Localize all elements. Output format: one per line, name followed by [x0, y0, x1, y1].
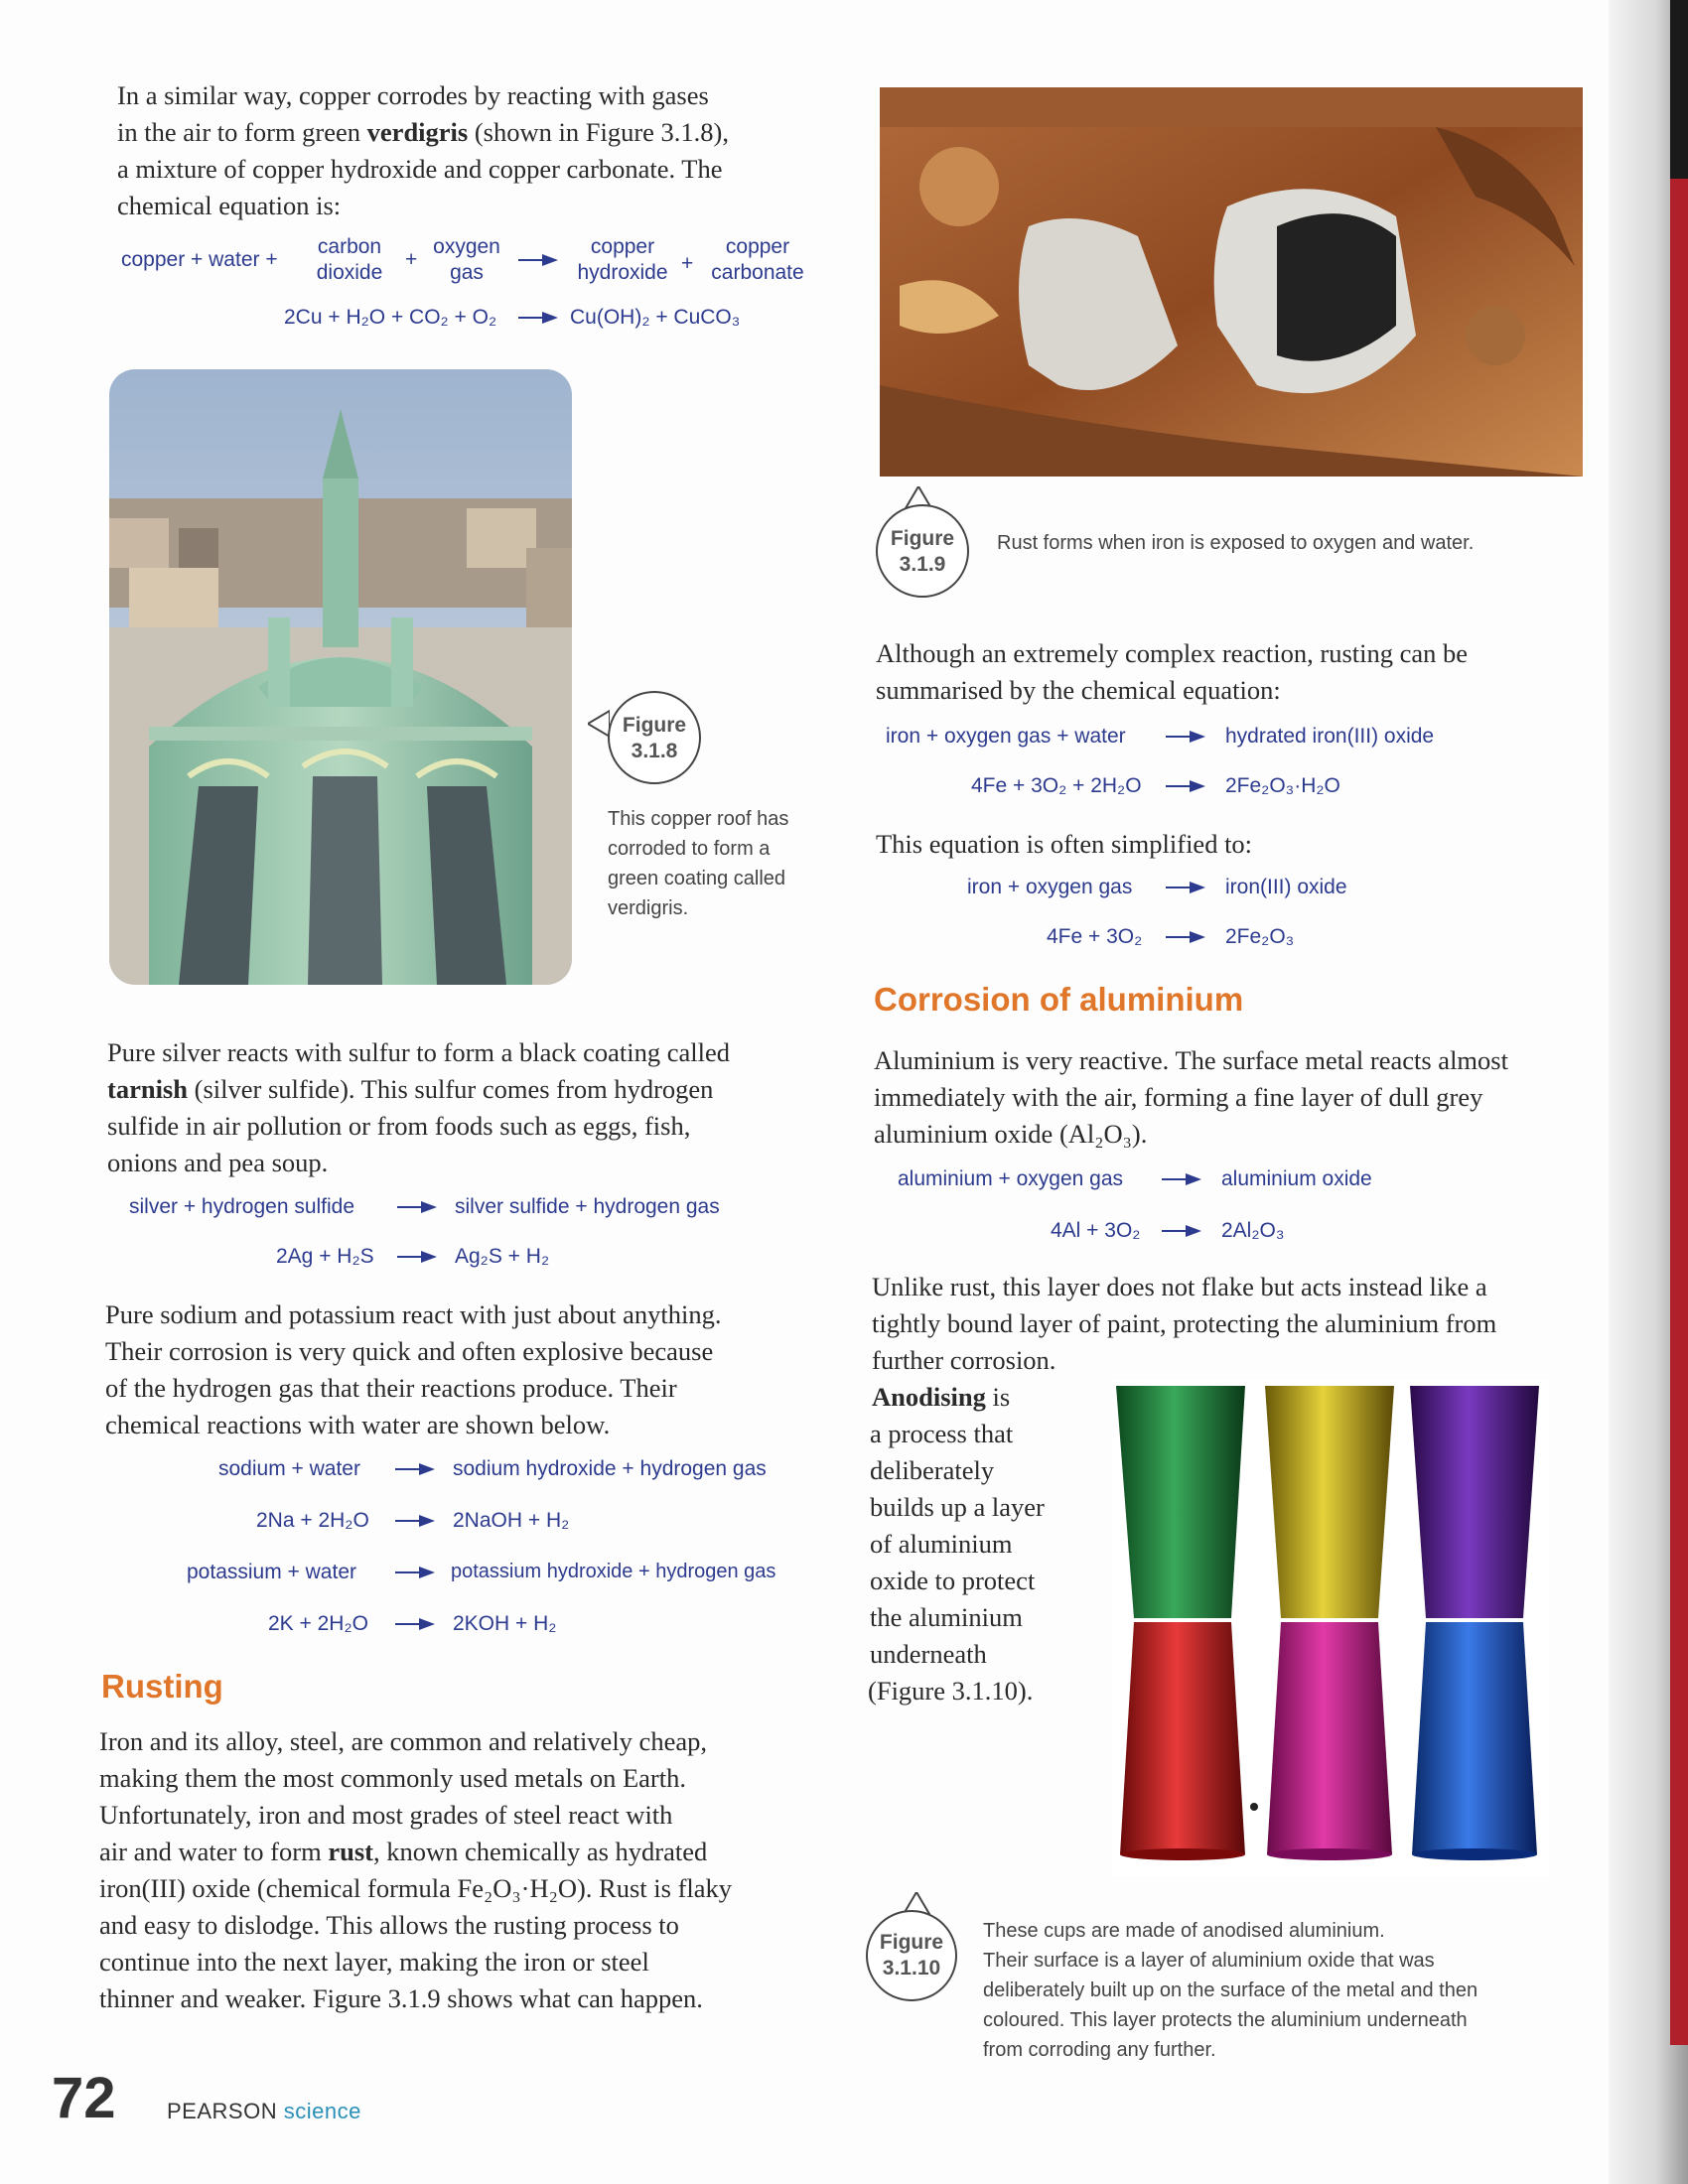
figure-caption: Rust forms when iron is exposed to oxygen and water. [997, 532, 1475, 554]
anodising-line: deliberately [870, 1455, 995, 1485]
eq-lhs: potassium + water [187, 1561, 356, 1583]
anodising-line: a process that [870, 1419, 1014, 1448]
anodised-cups-image [1112, 1380, 1549, 1876]
rust-line: Although an extremely complex reaction, rusting can be [876, 638, 1469, 668]
reaction-arrow-icon [1162, 1225, 1201, 1237]
eq-rhs: potassium hydroxide + hydrogen gas [451, 1561, 776, 1582]
eq-term: copper hydroxide [577, 235, 668, 284]
silver-line: sulfide in air pollution or from foods such as eggs, fish, [107, 1111, 691, 1141]
rusting-line: air and water to form rust, known chemically as hydrated [99, 1837, 708, 1866]
rust-photo [880, 87, 1583, 477]
rust-line: summarised by the chemical equation: [876, 675, 1281, 705]
rusting-line: Iron and its alloy, steel, are common and relatively cheap, [99, 1726, 707, 1756]
eq-rhs: hydrated iron(III) oxide [1225, 725, 1435, 748]
caption-line: Their surface is a layer of aluminium oxide that was [983, 1950, 1435, 1972]
anodising-line: oxide to protect [870, 1566, 1036, 1595]
page-edge-dark [1670, 0, 1688, 179]
intro-line: chemical equation is: [117, 191, 342, 220]
term-rust: rust [328, 1837, 373, 1866]
anodising-line: the aluminium [870, 1602, 1023, 1632]
reaction-arrow-icon [395, 1515, 435, 1527]
reaction-arrow-icon [1166, 882, 1205, 893]
rusted-iron-image [880, 87, 1583, 477]
page-edge-red [1670, 179, 1688, 2045]
eq-rhs: silver sulfide + hydrogen gas [455, 1195, 720, 1218]
eq-lhs: silver + hydrogen sulfide [129, 1195, 355, 1218]
reaction-arrow-icon [395, 1618, 435, 1630]
anodising-line: (Figure 3.1.10). [868, 1676, 1034, 1706]
intro-line: a mixture of copper hydroxide and copper carbonate. The [117, 154, 723, 184]
rusting-line: iron(III) oxide (chemical formula Fe₂O₃·H₂O). Rust is flaky [99, 1873, 733, 1903]
reaction-arrow-icon [1166, 931, 1205, 943]
reaction-arrow-icon [395, 1567, 435, 1578]
verdigris-dome-image [109, 369, 572, 985]
rusting-line: thinner and weaker. Figure 3.1.9 shows what can happen. [99, 1983, 703, 2013]
eq-term: carbon dioxide [316, 235, 383, 284]
rusting-line: making them the most commonly used metals on Earth. [99, 1763, 686, 1793]
sodium-line: Their corrosion is very quick and often explosive because [105, 1336, 714, 1366]
eq-rhs: 2Fe₂O₃ [1225, 925, 1295, 948]
reaction-arrow-icon [518, 254, 558, 266]
intro-line: in the air to form green verdigris (shown in Figure 3.1.8), [117, 117, 730, 147]
page-number: 72 [52, 2066, 116, 2130]
eq-rhs: 2Fe₂O₃·H₂O [1225, 774, 1340, 797]
unlike-line: further corrosion. [872, 1345, 1056, 1375]
eq-rhs: sodium hydroxide + hydrogen gas [453, 1457, 767, 1480]
rusting-line: continue into the next layer, making the iron or steel [99, 1947, 649, 1977]
caption-line: coloured. This layer protects the aluminium underneath [983, 2009, 1468, 2031]
silver-line: Pure silver reacts with sulfur to form a black coating called [107, 1037, 730, 1067]
caption-line: deliberately built up on the surface of the metal and then [983, 1979, 1478, 2001]
eq-term: oxygen gas [433, 235, 500, 284]
reaction-arrow-icon [397, 1201, 437, 1213]
eq-plus: + [405, 248, 418, 271]
figure-badge: Figure 3.1.8 [608, 691, 701, 784]
sodium-line: of the hydrogen gas that their reactions produce. Their [105, 1373, 677, 1403]
figure-badge: Figure 3.1.9 [876, 504, 969, 598]
eq-lhs: 2Na + 2H₂O [256, 1509, 369, 1532]
eq-rhs: Ag₂S + H₂ [455, 1245, 550, 1268]
eq-lhs: 4Fe + 3O₂ + 2H₂O [971, 774, 1142, 797]
reaction-arrow-icon [1166, 780, 1205, 792]
reaction-arrow-icon [397, 1251, 437, 1263]
simplified-paragraph: This equation is often simplified to: [876, 829, 1253, 859]
eq-lhs: aluminium + oxygen gas [898, 1167, 1124, 1190]
eq-rhs: 2NaOH + H₂ [453, 1509, 570, 1532]
eq-rhs: aluminium oxide [1221, 1167, 1372, 1190]
unlike-line: Unlike rust, this layer does not flake but acts instead like a [872, 1272, 1487, 1301]
aluminium-line: Aluminium is very reactive. The surface metal reacts almost [874, 1045, 1508, 1075]
reaction-arrow-icon [1162, 1173, 1201, 1185]
eq-lhs: copper + water + [121, 248, 278, 271]
anodising-line: Anodising is [872, 1382, 1011, 1412]
aluminium-line: aluminium oxide (Al₂O₃). [874, 1119, 1148, 1149]
sodium-line: chemical reactions with water are shown below. [105, 1410, 611, 1439]
eq-rhs: 2Al₂O₃ [1221, 1219, 1285, 1242]
sodium-line: Pure sodium and potassium react with just about anything. [105, 1299, 722, 1329]
eq-lhs: 2K + 2H₂O [268, 1612, 368, 1635]
eq-plus: + [681, 252, 694, 275]
term-verdigris: verdigris [366, 117, 469, 147]
eq-lhs: 2Cu + H₂O + CO₂ + O₂ [284, 306, 497, 329]
unlike-line: tightly bound layer of paint, protecting the aluminium from [872, 1308, 1497, 1338]
eq-lhs: 2Ag + H₂S [276, 1245, 374, 1268]
copper-roof-photo [109, 369, 572, 985]
caption-line: from corroding any further. [983, 2039, 1216, 2061]
reaction-arrow-icon [1166, 731, 1205, 743]
term-tarnish: tarnish [107, 1074, 188, 1104]
anodised-cups-photo [1112, 1380, 1549, 1876]
intro-line: In a similar way, copper corrodes by reacting with gases [117, 80, 709, 110]
anodising-line: of aluminium [870, 1529, 1013, 1559]
eq-lhs: iron + oxygen gas [967, 876, 1133, 898]
eq-lhs: 4Fe + 3O₂ [1047, 925, 1143, 948]
eq-term: copper carbonate [711, 235, 804, 284]
callout-pointer-icon [588, 709, 610, 739]
publisher-logo: PEARSON science [167, 2099, 361, 2123]
reaction-arrow-icon [518, 312, 558, 324]
section-heading-aluminium: Corrosion of aluminium [874, 981, 1244, 1018]
silver-line: tarnish (silver sulfide). This sulfur comes from hydrogen [107, 1074, 714, 1104]
rusting-line: and easy to dislodge. This allows the rusting process to [99, 1910, 679, 1940]
anodising-line: builds up a layer [870, 1492, 1045, 1522]
eq-lhs: sodium + water [218, 1457, 360, 1480]
eq-rhs: Cu(OH)₂ + CuCO₃ [570, 306, 741, 329]
eq-rhs: iron(III) oxide [1225, 876, 1347, 898]
term-anodising: Anodising [872, 1382, 986, 1412]
aluminium-line: immediately with the air, forming a fine layer of dull grey [874, 1082, 1483, 1112]
figure-badge: Figure 3.1.10 [866, 1910, 957, 2001]
caption-line: These cups are made of anodised aluminium. [983, 1920, 1385, 1942]
eq-rhs: 2KOH + H₂ [453, 1612, 557, 1635]
reaction-arrow-icon [395, 1463, 435, 1475]
figure-caption: This copper roof has corroded to form a green coating called verdigris. [608, 808, 789, 919]
section-heading-rusting: Rusting [101, 1668, 223, 1705]
anodising-line: underneath [870, 1639, 987, 1669]
silver-line: onions and pea soup. [107, 1148, 329, 1177]
rusting-line: Unfortunately, iron and most grades of steel react with [99, 1800, 673, 1830]
eq-lhs: iron + oxygen gas + water [886, 725, 1126, 748]
eq-lhs: 4Al + 3O₂ [1051, 1219, 1141, 1242]
